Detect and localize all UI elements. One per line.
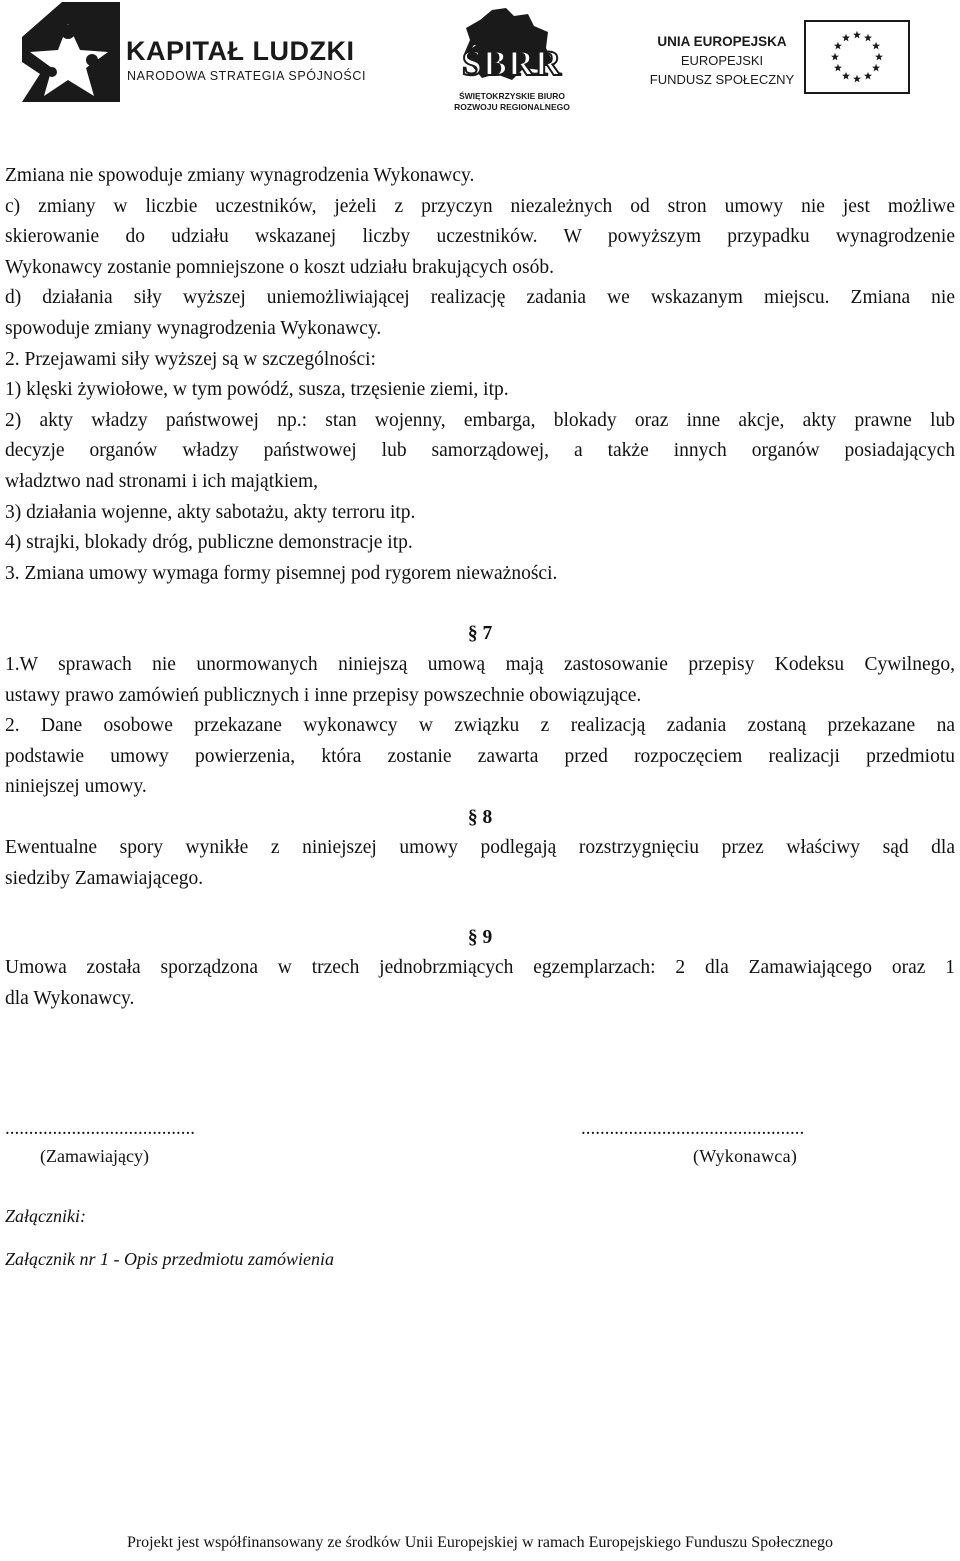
text-line: skierowanie do udziału wskazanej liczby uczestników. W powyższym przypadku wynagrodzenie [5, 226, 955, 248]
text-line: spowoduje zmiany wynagrodzenia Wykonawcy. [5, 317, 382, 339]
text-line: 4) strajki, blokady dróg, publiczne demonstracje itp. [5, 532, 413, 554]
eu-logo-text [648, 32, 796, 89]
eu-logo [648, 20, 914, 98]
text-line: siedziby Zamawiającego. [5, 868, 204, 890]
text-line: 1) klęski żywiołowe, w tym powódź, susza, trzęsienie ziemi, itp. [5, 379, 509, 401]
eu-logo-line-2: EUROPEJSKI [680, 53, 764, 68]
sbrr-subtitle [442, 91, 582, 113]
attachments-heading: Załączniki: [5, 1206, 86, 1226]
text-line: d) działania siły wyższej uniemożliwiającej realizację zadania we wskazanym miejscu. Zmiana nie [5, 287, 955, 309]
text-line: decyzje organów władzy państwowej lub samorządowej, a także innych organów posiadających [5, 440, 955, 462]
page-footer: Projekt jest współfinansowany ze środków Unii Europejskiej w ramach Europejskiego Funduszu Społecznego [126, 1534, 834, 1551]
signature-line-left: ........................................ [5, 1118, 195, 1139]
spacer [5, 589, 955, 619]
sbrr-subtitle-line-2: ROZWOJU REGIONALNEGO [454, 102, 570, 112]
text-line: 3. Zmiana umowy wymaga formy pisemnej pod rygorem nieważności. [5, 562, 558, 584]
kapital-ludzki-title: KAPITAŁ LUDZKI [126, 36, 355, 66]
eu-logo-line-1: UNIA EUROPEJSKA [657, 34, 787, 49]
signature-area [5, 1118, 955, 1178]
text-line: 2) akty władzy państwowej np.: stan wojenny, embarga, blokady oraz inne akcje, akty prawne lub [5, 409, 955, 431]
text-line: Umowa została sporządzona w trzech jednobrzmiących egzemplarzach: 2 dla Zamawiającego oraz 1 [5, 957, 955, 979]
sbrr-title: ŚBRR [461, 43, 563, 83]
sbrr-subtitle-line-1: ŚWIĘTOKRZYSKIE BIURO [458, 91, 566, 101]
spacer [5, 895, 955, 923]
text-line: 2. Przejawami siły wyższej są w szczególności: [5, 348, 376, 370]
text-line: niniejszej umowy. [5, 776, 147, 798]
kapital-ludzki-logo [22, 2, 367, 102]
signature-label-left: (Zamawiający) [40, 1146, 149, 1166]
text-line: Ewentualne spory wynikłe z niniejszej umowy podlegają rozstrzygnięciu przez właściwy sąd dla [5, 837, 955, 859]
section-heading-8: § 8 [467, 806, 493, 828]
text-line: 3) działania wojenne, akty sabotażu, akty terroru itp. [5, 501, 416, 523]
text-line: c) zmiany w liczbie uczestników, jeżeli z przyczyn niezależnych od stron umowy nie jest możliwe [5, 195, 955, 217]
attachments [5, 1206, 334, 1269]
section-heading-9: § 9 [467, 926, 493, 948]
sbrr-logo [442, 8, 582, 116]
signature-label-right: (Wykonawca) [693, 1146, 798, 1166]
signature-line-right: ............................................... [581, 1118, 805, 1139]
text-line: dla Wykonawcy. [5, 987, 135, 1009]
kapital-ludzki-subtitle: NARODOWA STRATEGIA SPÓJNOŚCI [127, 69, 367, 83]
eu-logo-line-3: FUNDUSZ SPOŁECZNY [649, 72, 795, 87]
text-line: ustawy prawo zamówień publicznych i inne przepisy powszechnie obowiązujące. [5, 684, 642, 706]
document-body [5, 161, 955, 1014]
text-line: Wykonawcy zostanie pomniejszone o koszt udziału brakujących osób. [5, 256, 554, 278]
attachment-item: Załącznik nr 1 - Opis przedmiotu zamówienia [5, 1249, 335, 1269]
eu-flag-icon [804, 20, 910, 94]
text-line: 2. Dane osobowe przekazane wykonawcy w związku z realizacją zadania zostaną przekazane na [5, 715, 955, 737]
text-line: 1.W sprawach nie unormowanych niniejszą umową mają zastosowanie przepisy Kodeksu Cywilnego, [5, 653, 955, 675]
text-line: Zmiana nie spowoduje zmiany wynagrodzenia Wykonawcy. [5, 165, 475, 186]
text-line: podstawie umowy powierzenia, która zostanie zawarta przed rozpoczęciem realizacji przedmiotu [5, 745, 955, 767]
section-heading-7: § 7 [467, 623, 493, 645]
text-line: władztwo nad stronami i ich majątkiem, [5, 470, 318, 492]
kapital-ludzki-star-icon [22, 2, 120, 102]
